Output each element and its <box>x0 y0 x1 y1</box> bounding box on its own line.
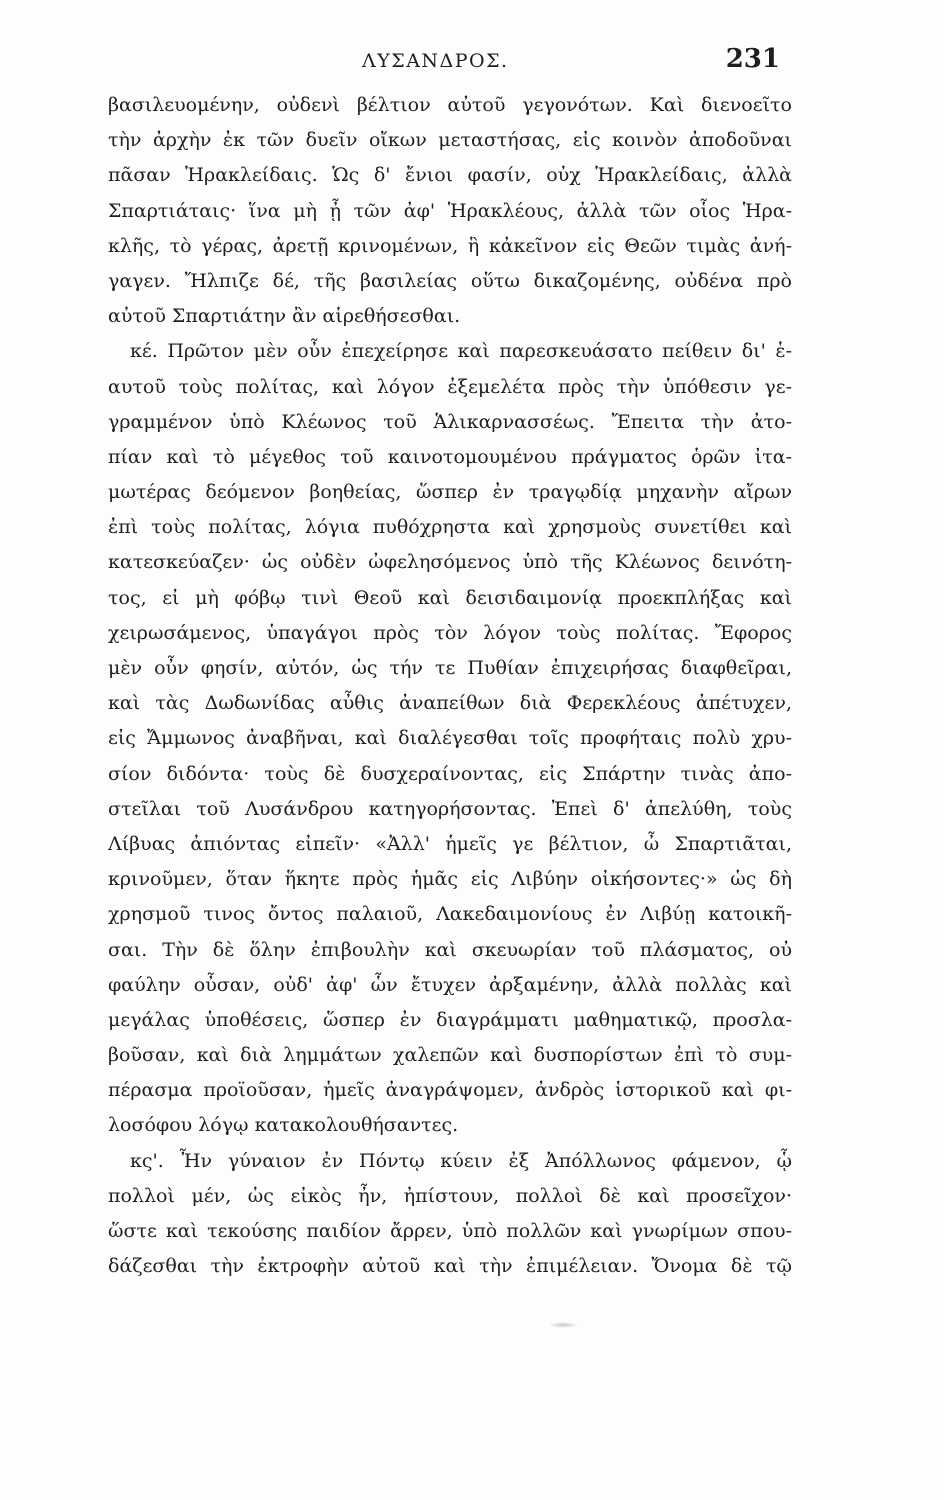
text-line: πᾶσαν Ἡρακλείδαις. Ὡς δ' ἔνιοι φασίν, οὐχ Ἡρακλείδαις, ἀλλὰ <box>108 164 792 187</box>
text-line: δάζεσθαι τὴν ἐκτροφὴν αὐτοῦ καὶ τὴν ἐπιμέλειαν. Ὄνομα δὲ τῷ <box>108 1255 792 1278</box>
text-line: φαύλην οὖσαν, οὐδ' ἀφ' ὧν ἔτυχεν ἀρξαμένην, ἀλλὰ πολλὰς καὶ <box>108 973 792 996</box>
text-line: γραμμένον ὑπὸ Κλέωνος τοῦ Ἁλικαρνασσέως. Ἔπειτα τὴν ἀτο- <box>108 410 792 433</box>
text-line: τὴν ἀρχὴν ἐκ τῶν δυεῖν οἴκων μεταστήσας, εἰς κοινὸν ἀποδοῦναι <box>108 129 792 152</box>
text-line: σίον διδόντα· τοὺς δὲ δυσχεραίνοντας, εἰς Σπάρτην τινὰς ἀπο- <box>108 762 792 785</box>
text-line: βοῦσαν, καὶ διὰ λημμάτων χαλεπῶν καὶ δυσπορίστων ἐπὶ τὸ συμ- <box>108 1044 792 1067</box>
ink-smudge <box>548 1322 578 1328</box>
text-line: μεγάλας ὑποθέσεις, ὥσπερ ἐν διαγράμματι μαθηματικῷ, προσλα- <box>108 1008 792 1031</box>
section-start-line: κέ. Πρῶτον μὲν οὖν ἐπεχείρησε καὶ παρεσκευάσατο πείθειν δι' ἑ- <box>130 340 792 363</box>
text-line: στεῖλαι τοῦ Λυσάνδρου κατηγορήσοντας. Ἐπεὶ δ' ἀπελύθη, τοὺς <box>108 797 792 820</box>
running-title: ΛΥΣΑΝΔΡΟΣ. <box>362 50 509 72</box>
text-line: πίαν καὶ τὸ μέγεθος τοῦ καινοτομουμένου πράγματος ὁρῶν ἰτα- <box>108 445 792 468</box>
text-line: κλῆς, τὸ γέρας, ἀρετῇ κρινομένων, ἣ κἀκεῖνον εἰς Θεῶν τιμὰς ἀνή- <box>108 234 792 257</box>
text-line: χρησμοῦ τινος ὄντος παλαιοῦ, Λακεδαιμονίους ἐν Λιβύῃ κατοικῆ- <box>108 903 792 926</box>
text-line: Λίβυας ἀπιόντας εἰπεῖν· «Ἀλλ' ἡμεῖς γε βέλτιον, ὦ Σπαρτιᾶται, <box>108 832 792 855</box>
text-line: αὐτοῦ Σπαρτιάτην ἂν αἱρεθήσεσθαι. <box>108 305 461 328</box>
section-start-line: κς'. Ἦν γύναιον ἐν Πόντῳ κύειν ἐξ Ἀπόλλωνος φάμενον, ᾧ <box>130 1149 792 1172</box>
text-line: καὶ τὰς Δωδωνίδας αὖθις ἀναπείθων διὰ Φερεκλέους ἀπέτυχεν, <box>108 692 792 715</box>
text-line: αυτοῦ τοὺς πολίτας, καὶ λόγον ἐξεμελέτα πρὸς τὴν ὑπόθεσιν γε- <box>108 375 792 398</box>
text-line: λοσόφου λόγῳ κατακολουθήσαντες. <box>108 1114 459 1137</box>
text-line: σαι. Τὴν δὲ ὅλην ἐπιβουλὴν καὶ σκευωρίαν τοῦ πλάσματος, οὐ <box>108 938 792 961</box>
body-text <box>108 88 792 1284</box>
text-line: χειρωσάμενος, ὑπαγάγοι πρὸς τὸν λόγον τοὺς πολίτας. Ἔφορος <box>108 621 792 644</box>
text-line: μὲν οὖν φησίν, αὐτόν, ὡς τήν τε Πυθίαν ἐπιχειρήσας διαφθεῖραι, <box>108 657 792 679</box>
text-line: εἰς Ἄμμωνος ἀναβῆναι, καὶ διαλέγεσθαι τοῖς προφήταις πολὺ χρυ- <box>108 727 792 750</box>
text-line: ὥστε καὶ τεκούσης παιδίον ἄρρεν, ὑπὸ πολλῶν καὶ γνωρίμων σπου- <box>108 1220 792 1242</box>
text-line: Σπαρτιάταις· ἵνα μὴ ᾖ τῶν ἀφ' Ἡρακλέους, ἀλλὰ τῶν οἷος Ἡρα- <box>108 199 792 222</box>
text-line: κατεσκεύαζεν· ὡς οὐδὲν ὠφελησόμενος ὑπὸ τῆς Κλέωνος δεινότη- <box>108 551 792 574</box>
text-line: πολλοὶ μέν, ὡς εἰκὸς ἦν, ἠπίστουν, πολλοὶ δὲ καὶ προσεῖχον· <box>108 1184 792 1207</box>
text-line: γαγεν. Ἤλπιζε δέ, τῆς βασιλείας οὕτω δικαζομένης, οὐδένα πρὸ <box>108 269 792 292</box>
text-line: ἐπὶ τοὺς πολίτας, λόγια πυθόχρηστα καὶ χρησμοὺς συνετίθει καὶ <box>108 516 792 539</box>
text-line: βασιλευομένην, οὐδενὶ βέλτιον αὐτοῦ γεγονότων. Καὶ διενοεῖτο <box>108 94 792 116</box>
text-line: τος, εἰ μὴ φόβῳ τινὶ Θεοῦ καὶ δεισιδαιμονίᾳ προεκπλήξας καὶ <box>108 586 792 609</box>
text-line: πέρασμα προϊοῦσαν, ἡμεῖς ἀναγράψομεν, ἀνδρὸς ἱστορικοῦ καὶ φι- <box>108 1079 792 1102</box>
running-head <box>108 44 792 80</box>
page-number: 231 <box>725 44 780 74</box>
text-line: μωτέρας δεόμενον βοηθείας, ὥσπερ ἐν τραγῳδίᾳ μηχανὴν αἴρων <box>108 481 792 504</box>
text-line: κρινοῦμεν, ὅταν ἥκητε πρὸς ἡμᾶς εἰς Λιβύην οἰκήσοντες·» ὡς δὴ <box>108 868 792 891</box>
